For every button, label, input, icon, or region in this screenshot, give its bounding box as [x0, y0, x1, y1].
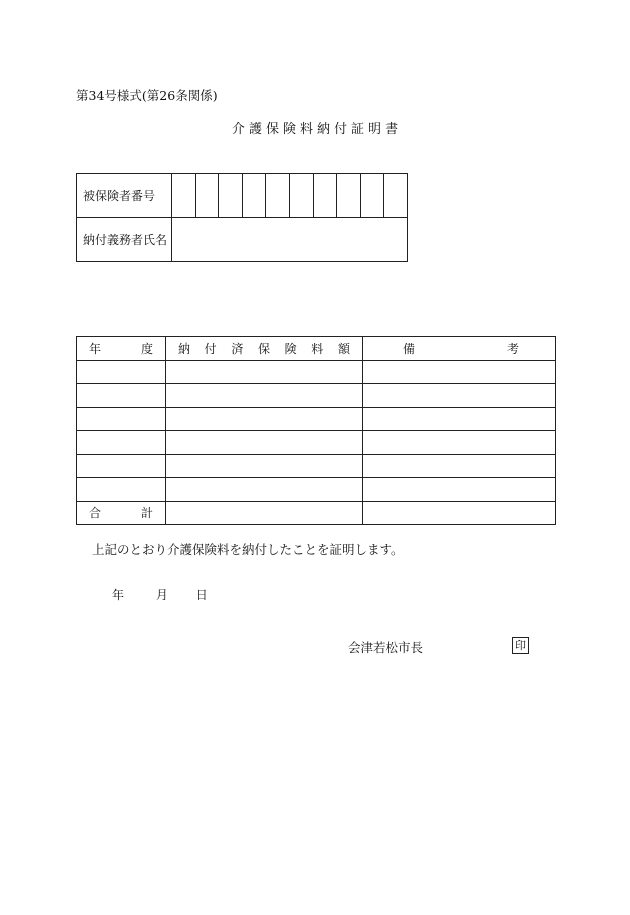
- insured-number-digit-box[interactable]: [219, 174, 243, 218]
- date-year-label: 年: [112, 588, 125, 602]
- date-month-label: 月: [155, 588, 168, 602]
- amount-cell[interactable]: [166, 407, 363, 431]
- header-remarks: [363, 340, 555, 357]
- year-cell[interactable]: [77, 407, 166, 431]
- header-amount-char: 保: [257, 341, 270, 356]
- insured-number-digit-box[interactable]: [242, 174, 266, 218]
- header-remarks-char: 考: [506, 341, 519, 356]
- title-char: 介: [231, 122, 245, 137]
- insured-number-digit-box[interactable]: [195, 174, 219, 218]
- issuer-name: 会津若松市長: [348, 640, 424, 655]
- table-row: [77, 478, 556, 502]
- header-year: [77, 340, 165, 357]
- total-amount-cell[interactable]: [166, 501, 363, 525]
- total-label: [77, 504, 165, 521]
- amount-cell[interactable]: [166, 431, 363, 455]
- header-year-char: 度: [140, 341, 153, 356]
- payer-name-label: 納付義務者氏名: [77, 218, 172, 262]
- insured-number-label: 被保険者番号: [77, 174, 172, 218]
- form-number: 第34号様式(第26条関係): [76, 88, 218, 103]
- insured-info-table: [76, 173, 408, 262]
- title-char: 保: [265, 122, 279, 137]
- insured-number-digit-box[interactable]: [384, 174, 408, 218]
- total-label-char: 計: [140, 506, 153, 521]
- insured-number-digit-box[interactable]: [172, 174, 196, 218]
- document-title: [0, 118, 630, 137]
- title-char: 証: [351, 122, 365, 137]
- total-row: [77, 501, 556, 525]
- payment-table: [76, 336, 556, 525]
- remarks-cell[interactable]: [363, 384, 556, 408]
- seal-mark: 印: [512, 637, 529, 654]
- insured-number-row: [77, 174, 408, 218]
- amount-cell[interactable]: [166, 384, 363, 408]
- title-char: 書: [385, 122, 399, 137]
- header-amount-char: 険: [284, 341, 297, 356]
- table-row: [77, 360, 556, 384]
- table-row: [77, 384, 556, 408]
- year-cell[interactable]: [77, 454, 166, 478]
- year-cell[interactable]: [77, 360, 166, 384]
- amount-cell[interactable]: [166, 454, 363, 478]
- payer-name-field[interactable]: [172, 218, 408, 262]
- title-char: 護: [248, 122, 262, 137]
- table-row: [77, 407, 556, 431]
- amount-cell[interactable]: [166, 360, 363, 384]
- header-amount-char: 料: [311, 341, 324, 356]
- year-cell[interactable]: [77, 478, 166, 502]
- certification-statement: 上記のとおり介護保険料を納付したことを証明します。: [92, 542, 404, 557]
- total-remarks-cell[interactable]: [363, 501, 556, 525]
- header-amount-char: 付: [204, 341, 217, 356]
- remarks-cell[interactable]: [363, 407, 556, 431]
- date-line: [112, 586, 208, 603]
- insured-number-digit-box[interactable]: [337, 174, 361, 218]
- insured-number-digit-box[interactable]: [266, 174, 290, 218]
- remarks-cell[interactable]: [363, 360, 556, 384]
- total-label-char: 合: [89, 506, 102, 521]
- insured-number-digit-box[interactable]: [313, 174, 337, 218]
- payment-table-header: [77, 337, 556, 361]
- header-remarks-char: 備: [403, 341, 416, 356]
- header-amount-char: 済: [231, 341, 244, 356]
- header-paid-amount: [166, 340, 362, 357]
- amount-cell[interactable]: [166, 478, 363, 502]
- title-char: 料: [299, 122, 313, 137]
- date-day-label: 日: [195, 588, 208, 602]
- table-row: [77, 454, 556, 478]
- year-cell[interactable]: [77, 384, 166, 408]
- title-char: 険: [282, 122, 296, 137]
- insured-number-digit-box[interactable]: [289, 174, 313, 218]
- title-char: 納: [317, 122, 331, 137]
- table-row: [77, 431, 556, 455]
- insured-number-digit-box[interactable]: [360, 174, 384, 218]
- header-amount-char: 納: [178, 341, 191, 356]
- year-cell[interactable]: [77, 431, 166, 455]
- remarks-cell[interactable]: [363, 431, 556, 455]
- remarks-cell[interactable]: [363, 478, 556, 502]
- payer-name-row: [77, 218, 408, 262]
- header-amount-char: 額: [337, 341, 350, 356]
- remarks-cell[interactable]: [363, 454, 556, 478]
- header-year-char: 年: [89, 341, 102, 356]
- title-char: 付: [334, 122, 348, 137]
- title-char: 明: [368, 122, 382, 137]
